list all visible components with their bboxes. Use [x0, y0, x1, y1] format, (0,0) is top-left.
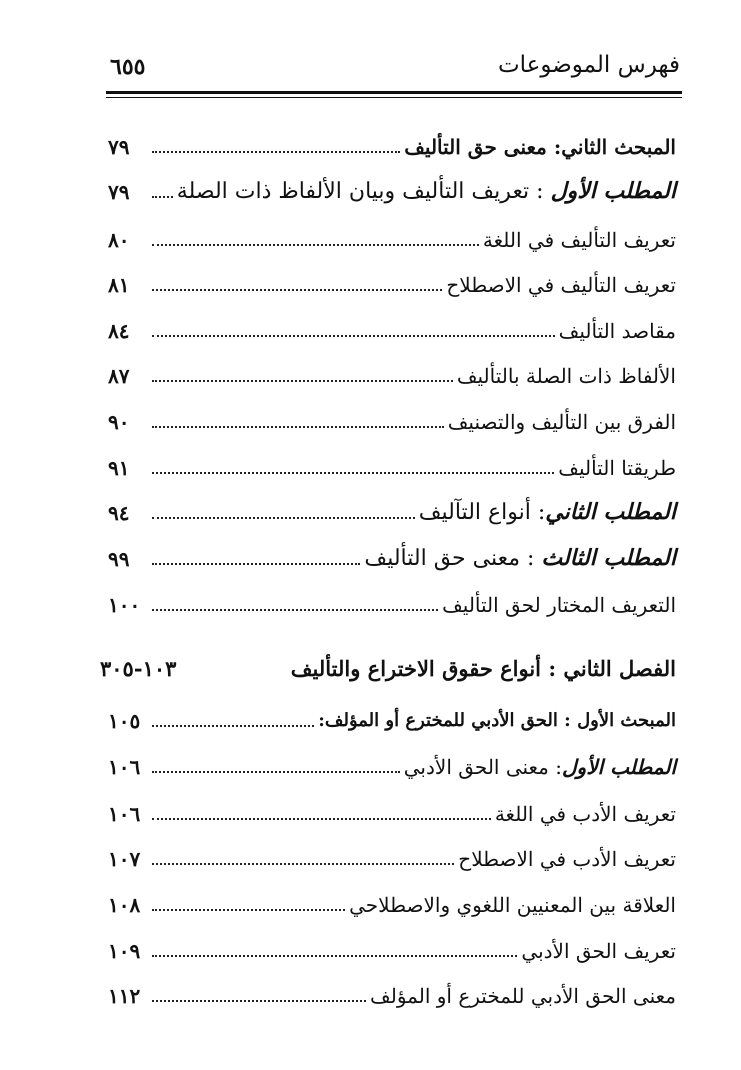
- toc-entry: [108, 221, 676, 255]
- toc-entry-page: ١١٢: [108, 984, 141, 1008]
- dot-leader: [152, 909, 345, 911]
- toc-entry-title: المطلب الثالث : معنى حق التأليف: [364, 545, 676, 571]
- toc-entry-page: ٩١: [108, 456, 130, 480]
- dot-leader: [152, 335, 555, 337]
- toc-entry-title: التعريف المختار لحق التأليف: [442, 593, 676, 617]
- toc-entry: [108, 586, 676, 620]
- toc-entry-page: ٨٧: [108, 364, 130, 388]
- header-rule-thick: [106, 91, 682, 94]
- toc-entry: [108, 357, 676, 391]
- dot-leader: [152, 196, 173, 198]
- toc-entry: [108, 840, 676, 874]
- dot-leader: [152, 244, 479, 246]
- toc-entry: [108, 977, 676, 1011]
- toc-entry-title: العلاقة بين المعنيين اللغوي والاصطلاحي: [349, 893, 676, 917]
- toc-entry: [108, 403, 676, 437]
- toc-entry-title: تعريف الأدب في الاصطلاح: [458, 847, 676, 871]
- toc-entry: [108, 266, 676, 300]
- toc-entry-page: ٩٩: [108, 547, 130, 571]
- toc-entry-page: ٩٠: [108, 410, 130, 434]
- toc-entry-page: ١٠٦: [108, 802, 141, 826]
- toc-entry-page: ٩٤: [108, 501, 130, 525]
- toc-entry-title: المطلب الثاني: أنواع التآليف: [418, 499, 676, 525]
- toc-entry-title: الألفاظ ذات الصلة بالتأليف: [456, 364, 676, 388]
- dot-leader: [152, 517, 415, 519]
- toc-entry-page: ٨٠: [108, 228, 130, 252]
- toc-entry-page: ٧٩: [108, 180, 130, 204]
- toc-entry-page: ١٠٨: [108, 893, 141, 917]
- dot-leader: [152, 725, 314, 727]
- dot-leader: [152, 563, 360, 565]
- toc-entry-title: تعريف الحق الأدبي: [521, 939, 676, 963]
- toc-entry: [108, 173, 676, 207]
- toc-entry-title: طريقتا التأليف: [558, 456, 676, 480]
- dot-leader: [152, 1000, 366, 1002]
- dot-leader: [152, 380, 453, 382]
- dot-leader: [152, 771, 400, 773]
- toc-entry-title: تعريف الأدب في اللغة: [494, 802, 676, 826]
- dot-leader: [152, 609, 438, 611]
- chapter-heading: [100, 648, 676, 684]
- toc-entry-page: ١٠٩: [108, 939, 141, 963]
- toc-entry-page: ١٠٠: [108, 593, 141, 617]
- toc-entry-title: تعريف التأليف في اللغة: [482, 228, 676, 252]
- page-header: [106, 52, 680, 88]
- dot-leader: [152, 955, 517, 957]
- toc-entry-title: المطلب الأول : تعريف التأليف وبيان الألفاظ ذات الصلة: [176, 178, 676, 204]
- toc-entry: [108, 886, 676, 920]
- header-page-number: ٦٥٥: [110, 54, 146, 80]
- dot-leader: [152, 426, 444, 428]
- toc-entry-title: مقاصد التأليف: [558, 319, 676, 343]
- toc-entry-title: تعريف التأليف في الاصطلاح: [446, 273, 676, 297]
- toc-entry: [108, 312, 676, 346]
- toc-entry: [108, 748, 676, 782]
- dot-leader: [152, 863, 454, 865]
- toc-entry: [108, 449, 676, 483]
- toc-entry-title: معنى الحق الأدبي للمخترع أو المؤلف: [370, 984, 676, 1008]
- dot-leader: [152, 289, 442, 291]
- chapter-title: الفصل الثاني : أنواع حقوق الاختراع والتأليف: [290, 656, 676, 681]
- toc-entry-page: ١٠٥: [108, 709, 141, 733]
- toc-entry: [108, 702, 676, 736]
- toc-entry: [108, 540, 676, 574]
- dot-leader: [152, 151, 400, 153]
- toc-entry-page: ٨١: [108, 273, 130, 297]
- toc-entry: [108, 932, 676, 966]
- dot-leader: [152, 818, 491, 820]
- running-title: فهرس الموضوعات: [497, 52, 680, 78]
- toc-entry-page: ١٠٧: [108, 847, 141, 871]
- toc-entry-title: الفرق بين التأليف والتصنيف: [447, 410, 676, 434]
- header-rule-thin: [106, 97, 682, 98]
- toc-entry-title: المبحث الثاني: معنى حق التأليف: [404, 135, 676, 159]
- toc-entry-page: ١٠٦: [108, 755, 141, 779]
- toc-entry-page: ٨٤: [108, 319, 130, 343]
- toc-entry-title: المطلب الأول: معنى الحق الأدبي: [403, 755, 676, 779]
- chapter-page-range: ١٠٣-٣٠٥: [100, 656, 177, 681]
- toc-entry: [108, 128, 676, 162]
- toc-entry: [108, 494, 676, 528]
- dot-leader: [152, 472, 554, 474]
- toc-entry: [108, 795, 676, 829]
- toc-entry-page: ٧٩: [108, 135, 130, 159]
- toc-entry-title: المبحث الأول : الحق الأدبي للمخترع أو المؤلف:: [318, 710, 676, 731]
